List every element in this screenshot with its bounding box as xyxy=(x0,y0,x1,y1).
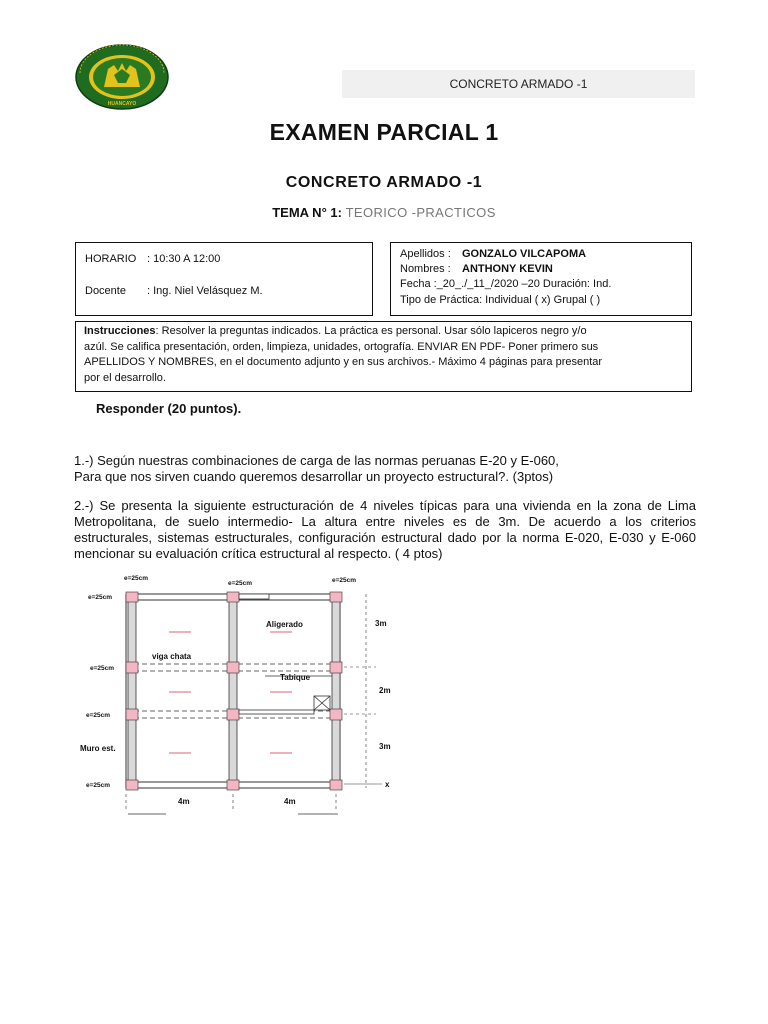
wall-middle xyxy=(229,594,237,788)
instructions-line-3: APELLIDOS Y NOMBRES, en el documento adjunto y en sus archivos.- Máximo 4 páginas para presentar xyxy=(84,356,603,368)
tipo-practica-line: Tipo de Práctica: Individual ( x) Grupal ( ) xyxy=(400,294,601,306)
apellidos-label: Apellidos : xyxy=(400,248,451,260)
column-tm xyxy=(227,592,239,602)
label-e-top-mid: e=25cm xyxy=(228,580,253,587)
docente-label: Docente xyxy=(85,285,126,297)
column-ml2 xyxy=(126,709,138,720)
column-mm1 xyxy=(227,662,239,673)
label-e-left-3: e=25cm xyxy=(86,712,111,719)
label-e-top-left: e=25cm xyxy=(124,575,149,582)
horario-label: HORARIO xyxy=(85,253,137,265)
question-1-number: 1.-) xyxy=(74,453,94,468)
label-e-left-2: e=25cm xyxy=(90,665,115,672)
question-1 xyxy=(74,453,696,485)
instructions-label: Instrucciones xyxy=(84,325,156,337)
apellidos-value: GONZALO VILCAPOMA xyxy=(462,248,587,260)
label-dim-3m-bottom: 3m xyxy=(379,742,391,751)
label-dim-4m-left: 4m xyxy=(178,797,190,806)
column-mr1 xyxy=(330,662,342,673)
topic-value: TEORICO -PRACTICOS xyxy=(345,205,496,220)
nombres-label: Nombres : xyxy=(400,263,451,275)
topic-line xyxy=(0,205,768,220)
schedule-box xyxy=(75,242,373,316)
column-bm xyxy=(227,780,239,790)
topic-label: TEMA N° 1: xyxy=(272,205,342,220)
label-e-top-right: e=25cm xyxy=(332,577,357,584)
respond-heading: Responder (20 puntos). xyxy=(96,401,242,416)
label-dim-3m-top: 3m xyxy=(375,619,387,628)
floor-plan-diagram xyxy=(70,570,410,820)
label-dim-4m-right: 4m xyxy=(284,797,296,806)
column-mm2 xyxy=(227,709,239,720)
label-axis-x: x xyxy=(385,780,390,789)
label-dim-2m: 2m xyxy=(379,686,391,695)
question-1-line-1: Según nuestras combinaciones de carga de las normas peruanas E-20 y E-060, xyxy=(93,453,559,468)
instructions-line-1: : Resolver la preguntas indicados. La práctica es personal. Usar sólo lapiceros negro y/o xyxy=(155,325,587,337)
course-title: CONCRETO ARMADO -1 xyxy=(285,174,483,191)
docente-value: : Ing. Niel Velásquez M. xyxy=(147,285,263,297)
exam-title: EXAMEN PARCIAL 1 xyxy=(269,119,499,145)
nombres-value: ANTHONY KEVIN xyxy=(462,263,553,275)
label-e-left-1: e=25cm xyxy=(88,594,113,601)
column-ml1 xyxy=(126,662,138,673)
column-bl xyxy=(126,780,138,790)
university-seal-icon xyxy=(74,43,170,111)
student-box xyxy=(390,242,692,316)
wall-right xyxy=(332,594,340,788)
logo-city-text: HUANCAYO xyxy=(107,101,137,107)
fecha-line: Fecha :_20_./_11_/2020 –20 Duración: Ind. xyxy=(400,278,612,290)
wall-left xyxy=(128,594,136,788)
horario-value: : 10:30 A 12:00 xyxy=(147,253,221,265)
label-viga-chata: viga chata xyxy=(152,652,192,661)
label-muro: Muro est. xyxy=(80,744,116,753)
question-2: 2.-) Se presenta la siguiente estructuración de 4 niveles típicas para una vivienda en la zona de Lima Metropolitana, de suelo intermedio- La altura entre niveles es de 3m. De acuerdo a los criterios estructurales, sistemas estructurales, configuración estructural dado por la norma E-020, E-030 y E-060 mencionar su evaluación crítica estructural al respecto. ( 4 ptos) xyxy=(74,498,696,561)
label-e-left-4: e=25cm xyxy=(86,782,111,789)
column-br xyxy=(330,780,342,790)
column-mr2 xyxy=(330,709,342,720)
instructions-line-2: azúl. Se califica presentación, orden, limpieza, unidades, ortografía. ENVIAR EN PDF- Poner primero sus xyxy=(84,340,599,353)
instructions-line-4: por el desarrollo. xyxy=(84,371,166,384)
column-tl xyxy=(126,592,138,602)
label-aligerado: Aligerado xyxy=(266,620,303,629)
instructions-box xyxy=(75,321,692,392)
label-tabique: Tabique xyxy=(280,673,311,682)
question-1-line-2: Para que nos sirven cuando queremos desarrollar un proyecto estructural?. (3ptos) xyxy=(74,469,554,484)
column-tr xyxy=(330,592,342,602)
header-band: CONCRETO ARMADO -1 xyxy=(342,70,695,98)
